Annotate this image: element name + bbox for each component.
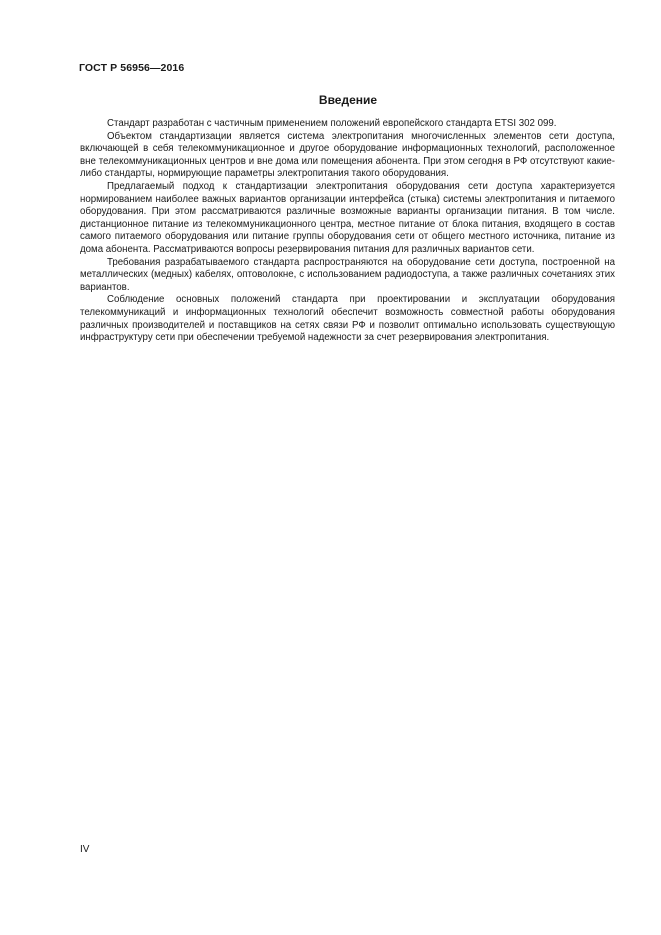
paragraph-4: Требования разрабатываемого стандарта распространяются на оборудование сети доступа, построенной на металлических (медных) кабелях, оптоволокне, с использованием радиодоступа, а также различных сочетаниях этих вариантов. bbox=[80, 256, 615, 293]
paragraph-3: Предлагаемый подход к стандартизации электропитания оборудования сети доступа характеризуется нормированием наиболее важных вариантов организации интерфейса (стыка) системы электропитания и питаемого оборудования. При этом рассматриваются различные возможные варианты организации питания. В том числе. дистанционное питание из телекоммуникационного центра, местное питание от блока питания, входящего в состав самого питаемого оборудования или питание группы оборудования сети от общего местного источника, питание из дома абонента. Рассматриваются вопросы резервирования питания для различных вариантов сети. bbox=[80, 180, 615, 255]
section-title: Введение bbox=[318, 93, 378, 107]
paragraph-2: Объектом стандартизации является система электропитания многочисленных элементов сети доступа, включающей в себя телекоммуникационное и другое оборудование информационных технологий, расположенное вне телекоммуникационных центров и вне дома или помещения абонента. При этом сегодня в РФ отсутствуют какие-либо стандарты, нормирующие параметры электропитания такого оборудования. bbox=[80, 130, 615, 180]
paragraph-5: Соблюдение основных положений стандарта при проектировании и эксплуатации оборудования телекоммуникаций и информационных технологий обеспечит возможность совместной работы оборудования различных производителей и поставщиков на сетях связи РФ и позволит оптимально использовать существующую инфраструктуру сети при обеспечении требуемой надежности за счет резервирования электропитания. bbox=[80, 294, 615, 344]
introduction-body bbox=[80, 118, 615, 345]
document-header: ГОСТ Р 56956—2016 bbox=[79, 62, 185, 74]
page-number: IV bbox=[80, 844, 90, 855]
paragraph-1: Стандарт разработан с частичным применением положений европейского стандарта ETSI 302 099. bbox=[107, 118, 557, 129]
